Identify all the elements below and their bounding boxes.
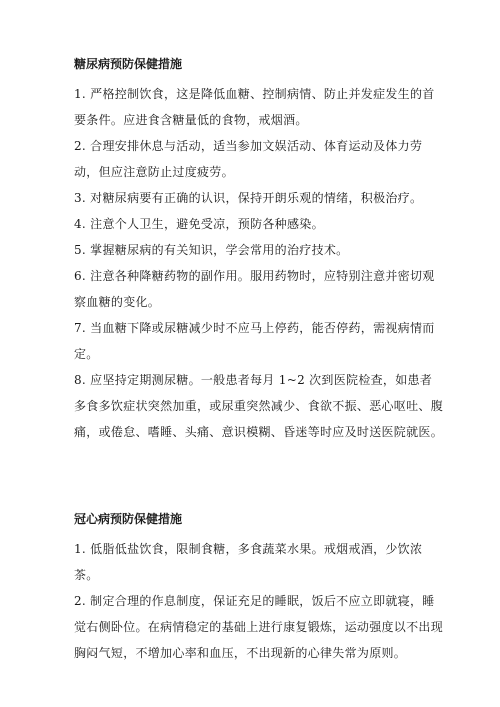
section-diabetes — [74, 53, 444, 445]
list-item: 8. 应坚持定期测尿糖。一般患者每月 1~2 次到医院检查，如患者多食多饮症状突然加重，或尿重突然减少、食欲不振、恶心呕吐、腹痛，或倦怠、嗜睡、头痛、意识模糊、昏迷等时应及时送医院就医。 — [74, 373, 444, 439]
list-item: 1. 低脂低盐饮食，限制食糖，多食蔬菜水果。戒烟戒酒，少饮浓茶。 — [74, 542, 423, 582]
list-item: 2. 制定合理的作息制度，保证充足的睡眠，饭后不应立即就寝，睡觉右侧卧位。在病情稳定的基础上进行康复锻炼，运动强度以不出现胸闷气短，不增加心率和血压，不出现新的心律失常为原则。 — [74, 594, 444, 660]
section-coronary — [74, 508, 444, 666]
list-item: 2. 合理安排休息与活动，适当参加文娱活动、体育运动及体力劳动，但应注意防止过度疲劳。 — [74, 139, 423, 179]
section-title: 糖尿病预防保健措施 — [74, 57, 183, 71]
list-item: 5. 掌握糖尿病的有关知识，学会常用的治疗技术。 — [74, 243, 349, 257]
list-item: 6. 注意各种降糖药物的副作用。服用药物时，应特别注意并密切观察血糖的变化。 — [74, 269, 435, 309]
list-item: 7. 当血糖下降或尿糖减少时不应马上停药，能否停药，需视病情而定。 — [74, 321, 435, 361]
list-item: 1. 严格控制饮食，这是降低血糖、控制病情、防止并发症发生的首要条件。应进食含糖量低的食物，戒烟酒。 — [74, 87, 435, 127]
list-item: 3. 对糖尿病要有正确的认识，保持开朗乐观的情绪，积极治疗。 — [74, 191, 423, 205]
section-title: 冠心病预防保健措施 — [74, 512, 183, 526]
list-item: 4. 注意个人卫生，避免受凉，预防各种感染。 — [74, 217, 324, 231]
